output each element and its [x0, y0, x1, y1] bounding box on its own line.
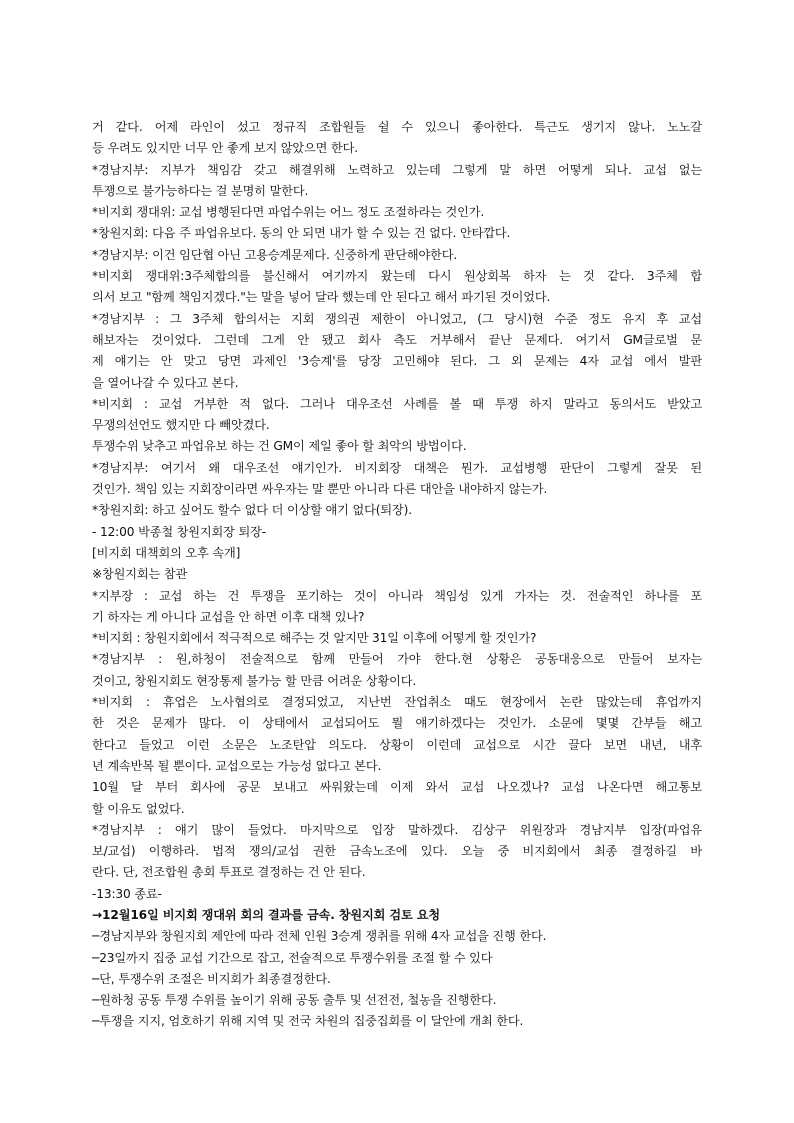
text-line: 보/교섭) 이행하라. 법적 쟁의/교섭 권한 금속노조에 있다. 오늘 중 비지회에서 최종 결정하길 바 — [92, 844, 702, 859]
text-line: ─경남지부와 창원지회 제안에 따라 전체 인원 3승계 쟁취를 위해 4자 교섭을 진행 한다. — [92, 929, 547, 944]
text-line: *비지회 : 교섭 거부한 적 없다. 그러나 대우조선 사례를 볼 때 투쟁 하지 말라고 동의서도 받았고 — [92, 396, 702, 411]
text-line: 것이고, 창원지회도 현장통제 불가능 할 만큼 어려운 상황이다. — [92, 673, 417, 688]
text-line: ─23일까지 집중 교섭 기간으로 잡고, 전술적으로 투쟁수위를 조절 할 수 있다 — [92, 950, 493, 965]
text-line: *지부장 : 교섭 하는 건 투쟁을 포기하는 것이 아니라 책임성 있게 가자는 것. 전술적인 하나를 포 — [92, 588, 702, 603]
text-line: *창원지회: 다음 주 파업유보다. 동의 안 되면 내가 할 수 있는 건 없다. 안타깝다. — [92, 226, 511, 241]
text-line: 한 것은 문제가 많다. 이 상태에서 교섭되어도 뭘 얘기하겠다는 것인가. 소문에 몇몇 간부들 해고 — [92, 716, 702, 731]
text-line: 한다고 들었고 이런 소문은 노조탄압 의도다. 상황이 이런데 교섭으로 시간 끌다 보면 내년, 내후 — [92, 737, 702, 752]
text-line: 제 얘기는 안 맞고 당면 과제인 '3승계'를 당장 고민해야 된다. 그 외 문제는 4자 교섭 에서 발판 — [92, 354, 702, 369]
text-line: [비지회 대책회의 오후 속개] — [92, 545, 241, 560]
text-line: 10월 달 부터 회사에 공문 보내고 싸워왔는데 이제 와서 교섭 나오겠나? 교섭 나온다면 해고통보 — [92, 780, 702, 795]
text-line: ─원하청 공동 투쟁 수위를 높이기 위해 공동 출투 및 선전전, 철농을 진행한다. — [92, 993, 497, 1008]
text-line: 등 우려도 있지만 너무 안 좋게 보지 않았으면 한다. — [92, 141, 358, 156]
text-line: *비지회 : 휴업은 노사협의로 결정되었고, 지난번 잔업취소 때도 현장에서 논란 많았는데 휴업까지 — [92, 695, 702, 710]
text-line: 년 계속반복 될 뿐이다. 교섭으로는 가능성 없다고 본다. — [92, 758, 382, 773]
text-line: 거 같다. 어제 라인이 섰고 정규직 조합원들 쉴 수 있으니 좋아한다. 특근도 생기지 않나. 노노갈 — [92, 120, 702, 134]
text-line: 란다. 단, 전조합원 총회 투표로 결정하는 건 안 된다. — [92, 865, 366, 880]
text-line: 투쟁수위 낮추고 파업유보 하는 건 GM이 제일 좋아 할 최악의 방법이다. — [92, 439, 467, 454]
text-line: - 12:00 박종철 창원지회장 퇴장- — [92, 524, 266, 539]
text-line: *비지회 쟁대위: 교섭 병행된다면 파업수위는 어느 정도 조절하라는 것인가. — [92, 205, 485, 220]
text-line: 을 열어나갈 수 있다고 본다. — [92, 375, 239, 390]
text-line: *경남지부: 이건 임단협 아닌 고용승계문제다. 신중하게 판단해야한다. — [92, 247, 458, 262]
text-line: *비지회 : 창원지회에서 적극적으로 해주는 것 알지만 31일 이후에 어떻게 할 것인가? — [92, 631, 537, 646]
text-line: ─단, 투쟁수위 조절은 비지회가 최종결정한다. — [92, 971, 331, 986]
text-line: 할 이유도 없었다. — [92, 801, 185, 816]
text-line: *비지회 쟁대위:3주체합의를 불신해서 여기까지 왔는데 다시 원상회복 하자 는 것 같다. 3주체 합 — [92, 269, 702, 284]
text-line: ─투쟁을 지지, 엄호하기 위해 지역 및 전국 차원의 집중집회를 이 달안에 개최 한다. — [92, 1014, 524, 1029]
text-line: 것인가. 책임 있는 지회장이라면 싸우자는 말 뿐만 아니라 다른 대안을 내야하지 않는가. — [92, 482, 548, 497]
text-line: 무쟁의선언도 했지만 다 빼앗겼다. — [92, 418, 270, 433]
section-heading-line: →12월16일 비지회 쟁대위 회의 결과를 금속. 창원지회 검토 요청 — [92, 907, 440, 922]
text-line: -13:30 종료- — [92, 886, 162, 901]
text-line: *창원지회: 하고 싶어도 할수 없다 더 이상할 얘기 없다(퇴장). — [92, 503, 412, 518]
document-body — [92, 117, 702, 1033]
text-line: *경남지부 : 그 3주체 합의서는 지회 쟁의권 제한이 아니었고, (그 당시)현 수준 정도 유지 후 교섭 — [92, 311, 702, 326]
text-line: 기 하자는 게 아니다 교섭을 안 하면 이후 대책 있나? — [92, 609, 365, 624]
text-line: ※창원지회는 참관 — [92, 567, 188, 582]
text-line: *경남지부: 여기서 왜 대우조선 얘기인가. 비지회장 대책은 뭔가. 교섭병행 판단이 그렇게 잘못 된 — [92, 460, 702, 475]
text-line: 투쟁으로 불가능하다는 걸 분명히 말한다. — [92, 183, 309, 198]
text-line: *경남지부 : 원,하청이 전술적으로 함께 만들어 가야 한다.현 상황은 공동대응으로 만들어 보자는 — [92, 652, 702, 667]
text-line: 의서 보고 "함께 책임지겠다."는 말을 넣어 달라 했는데 안 된다고 해서 파기된 것이었다. — [92, 290, 551, 305]
text-line: *경남지부 : 얘기 많이 들었다. 마지막으로 입장 말하겠다. 김상구 위원장과 경남지부 입장(파업유 — [92, 822, 702, 837]
text-line: *경남지부: 지부가 책임감 갖고 해결위해 노력하고 있는데 그렇게 말 하면 어떻게 되나. 교섭 없는 — [92, 162, 702, 177]
text-line: 해보자는 것이었다. 그런데 그게 안 됐고 회사 측도 거부해서 끝난 문제다. 여기서 GM글로벌 문 — [92, 332, 702, 347]
